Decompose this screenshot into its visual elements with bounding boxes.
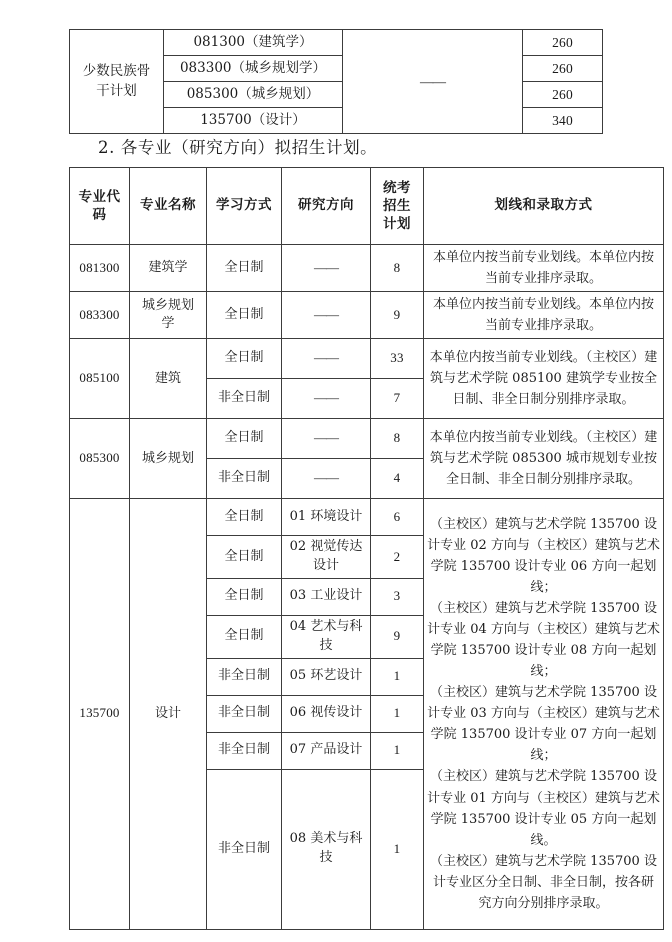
quota-cell: 7 xyxy=(371,379,424,419)
major-name-cell xyxy=(130,339,207,419)
major-cell: 135700（设计） xyxy=(164,108,343,134)
rule-paragraph: 本单位内按当前专业划线。本单位内按当前专业排序录取。 xyxy=(432,250,654,287)
rule-paragraph: （主校区）建筑与艺术学院 135700 设计专业区分全日制、非全日制，按各研究方向分别排序录取。 xyxy=(430,853,657,911)
column-header-direction: 研究方向 xyxy=(282,168,371,245)
admission-plan-table xyxy=(69,167,664,930)
major-cell: 085300（城乡规划） xyxy=(164,82,343,108)
rule-cell xyxy=(424,419,664,499)
research-direction-cell: —— xyxy=(282,245,371,292)
score-cell: 260 xyxy=(523,82,603,108)
group-label-line-2: 干计划 xyxy=(96,82,137,99)
research-direction-cell: —— xyxy=(282,339,371,379)
research-direction-cell xyxy=(282,578,371,615)
column-header-code xyxy=(70,168,130,245)
major-name-line: 建筑学 xyxy=(148,259,188,275)
direction-line: 技 xyxy=(319,637,333,653)
major-code-cell: 085100 xyxy=(70,339,130,419)
table-header-row xyxy=(70,168,664,245)
section-heading: 2. 各专业（研究方向）拟招生计划。 xyxy=(98,138,378,157)
dash-cell: —— xyxy=(343,30,523,134)
quota-cell: 1 xyxy=(371,695,424,732)
rule-cell xyxy=(424,339,664,419)
direction-line: 设计 xyxy=(312,558,339,574)
research-direction-cell: —— xyxy=(282,419,371,459)
study-mode-cell: 非全日制 xyxy=(207,732,282,769)
research-direction-cell xyxy=(282,615,371,658)
header-quota-line-3: 计划 xyxy=(383,216,411,233)
rule-paragraph: （主校区）建筑与艺术学院 135700 设计专业 02 方向与（主校区）建筑与艺术学院 135700 设计专业 06 方向一起划线； xyxy=(427,516,660,596)
major-name-line: 学 xyxy=(161,316,175,332)
header-quota-line-1: 统考 xyxy=(383,179,411,196)
study-mode-cell: 全日制 xyxy=(207,419,282,459)
study-mode-cell: 非全日制 xyxy=(207,658,282,695)
rule-paragraph: （主校区）建筑与艺术学院 135700 设计专业 03 方向与（主校区）建筑与艺术学院 135700 设计专业 07 方向一起划线； xyxy=(427,685,660,764)
study-mode-cell: 全日制 xyxy=(207,499,282,536)
major-code-cell: 135700 xyxy=(70,499,130,929)
direction-line: 02 视觉传达 xyxy=(289,539,363,555)
quota-cell: 1 xyxy=(371,658,424,695)
study-mode-cell: 非全日制 xyxy=(207,459,282,499)
direction-line: 07 产品设计 xyxy=(289,742,363,758)
direction-line: 技 xyxy=(319,850,333,866)
study-mode-cell: 全日制 xyxy=(207,536,282,579)
rule-cell xyxy=(424,499,664,929)
header-quota-line-2: 招生 xyxy=(383,197,411,214)
major-name-cell xyxy=(130,245,207,292)
table-row xyxy=(70,339,664,379)
research-direction-cell xyxy=(282,732,371,769)
research-direction-cell: —— xyxy=(282,459,371,499)
rule-paragraph: 本单位内按当前专业划线。（主校区）建筑与艺术学院 085100 建筑学专业按全日制、非全日制分别排序录取。 xyxy=(429,350,658,408)
major-name-cell xyxy=(130,292,207,339)
research-direction-cell: —— xyxy=(282,292,371,339)
major-name-line: 城乡规划 xyxy=(141,297,194,313)
major-name-line: 建筑 xyxy=(154,370,181,386)
direction-line: 01 环境设计 xyxy=(289,508,363,524)
table-row xyxy=(70,499,664,536)
quota-cell: 1 xyxy=(371,769,424,929)
score-cell: 260 xyxy=(523,30,603,56)
research-direction-cell xyxy=(282,536,371,579)
study-mode-cell: 全日制 xyxy=(207,578,282,615)
direction-line: 05 环艺设计 xyxy=(289,668,363,684)
quota-cell: 33 xyxy=(371,339,424,379)
major-cell: 081300（建筑学） xyxy=(164,30,343,56)
research-direction-cell xyxy=(282,499,371,536)
research-direction-cell xyxy=(282,658,371,695)
direction-line: 08 美术与科 xyxy=(289,831,363,847)
table-row xyxy=(70,30,603,56)
quota-cell: 6 xyxy=(371,499,424,536)
quota-cell: 2 xyxy=(371,536,424,579)
study-mode-cell: 全日制 xyxy=(207,245,282,292)
score-cell: 340 xyxy=(523,108,603,134)
quota-cell: 3 xyxy=(371,578,424,615)
research-direction-cell: —— xyxy=(282,379,371,419)
minority-plan-group-label xyxy=(70,30,164,134)
table-row xyxy=(70,419,664,459)
rule-paragraph: （主校区）建筑与艺术学院 135700 设计专业 01 方向与（主校区）建筑与艺术学院 135700 设计专业 05 方向一起划线。 xyxy=(427,769,660,848)
column-header-name: 专业名称 xyxy=(130,168,207,245)
quota-cell: 8 xyxy=(371,419,424,459)
header-code-line-1: 专业代 xyxy=(78,188,121,205)
major-code-cell: 085300 xyxy=(70,419,130,499)
quota-cell: 1 xyxy=(371,732,424,769)
quota-cell: 9 xyxy=(371,292,424,339)
study-mode-cell: 全日制 xyxy=(207,339,282,379)
admission-plan-table-wrapper xyxy=(69,167,660,930)
research-direction-cell xyxy=(282,769,371,929)
score-cell: 260 xyxy=(523,56,603,82)
study-mode-cell: 非全日制 xyxy=(207,379,282,419)
major-name-line: 设计 xyxy=(154,705,181,721)
major-name-cell xyxy=(130,499,207,929)
study-mode-cell: 全日制 xyxy=(207,292,282,339)
research-direction-cell xyxy=(282,695,371,732)
direction-line: 03 工业设计 xyxy=(289,588,363,604)
quota-cell: 8 xyxy=(371,245,424,292)
major-name-line: 城乡规划 xyxy=(141,450,194,466)
table-row xyxy=(70,292,664,339)
minority-plan-table xyxy=(69,29,603,134)
major-cell: 083300（城乡规划学） xyxy=(164,56,343,82)
direction-line: 06 视传设计 xyxy=(289,705,363,721)
table-row xyxy=(70,245,664,292)
quota-cell: 4 xyxy=(371,459,424,499)
direction-line: 04 艺术与科 xyxy=(289,618,363,634)
major-code-cell: 083300 xyxy=(70,292,130,339)
major-name-cell xyxy=(130,419,207,499)
rule-cell xyxy=(424,292,664,339)
rule-paragraph: （主校区）建筑与艺术学院 135700 设计专业 04 方向与（主校区）建筑与艺术学院 135700 设计专业 08 方向一起划线； xyxy=(427,601,660,680)
rule-paragraph: 本单位内按当前专业划线。（主校区）建筑与艺术学院 085300 城市规划专业按全日制、非全日制分别排序录取。 xyxy=(429,430,658,488)
study-mode-cell: 非全日制 xyxy=(207,695,282,732)
minority-plan-table-wrapper xyxy=(69,29,599,134)
column-header-rule: 划线和录取方式 xyxy=(424,168,664,245)
rule-cell xyxy=(424,245,664,292)
study-mode-cell: 非全日制 xyxy=(207,769,282,929)
column-header-quota xyxy=(371,168,424,245)
major-code-cell: 081300 xyxy=(70,245,130,292)
quota-cell: 9 xyxy=(371,615,424,658)
group-label-line-1: 少数民族骨 xyxy=(82,62,151,79)
column-header-mode: 学习方式 xyxy=(207,168,282,245)
rule-paragraph: 本单位内按当前专业划线。本单位内按当前专业排序录取。 xyxy=(432,297,654,334)
study-mode-cell: 全日制 xyxy=(207,615,282,658)
header-code-line-2: 码 xyxy=(92,207,107,223)
